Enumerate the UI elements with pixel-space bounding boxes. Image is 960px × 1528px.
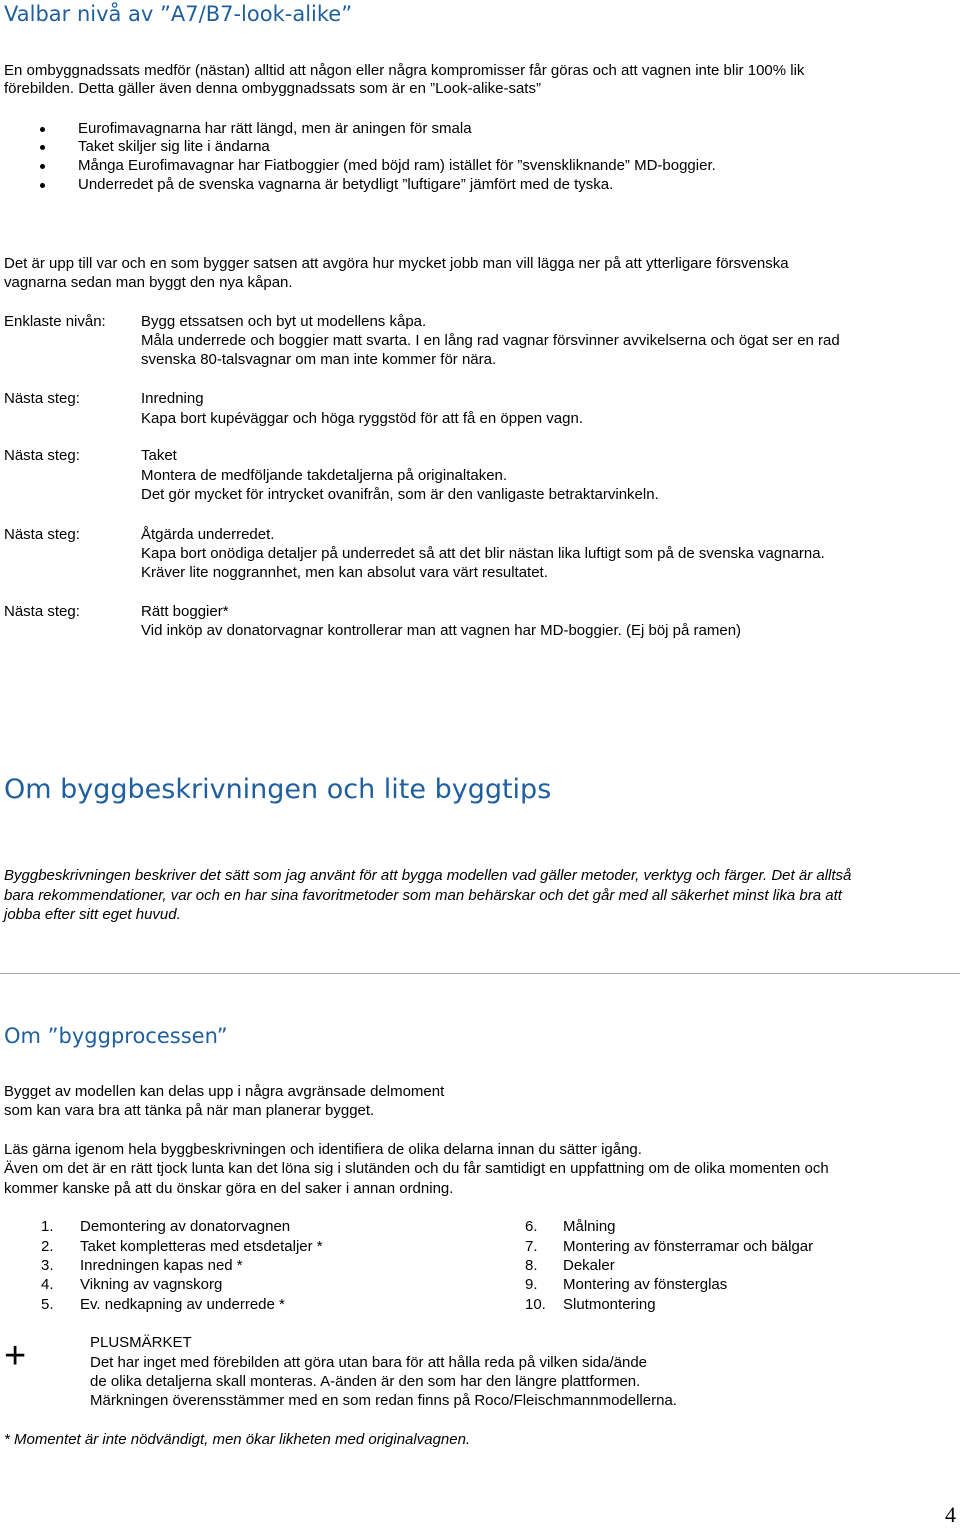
list-number: 9. <box>525 1276 538 1293</box>
plus-icon: + <box>4 1335 27 1377</box>
bullet-dot <box>40 164 45 169</box>
section-title-valbar-niva: Valbar nivå av ”A7/B7-look-alike” <box>4 2 353 26</box>
level-line: Bygg etssatsen och byt ut modellens kåpa. <box>141 313 427 330</box>
list-number: 1. <box>41 1218 54 1235</box>
level-line: Kapa bort onödiga detaljer på underredet så att det blir nästan lika luftigt som på de svenska vagnarna. <box>141 545 825 562</box>
list-number: 5. <box>41 1296 54 1313</box>
level-label: Nästa steg: <box>4 526 80 543</box>
plus-note-line: PLUSMÄRKET <box>90 1334 192 1351</box>
list-item: Ev. nedkapning av underrede * <box>80 1296 285 1313</box>
section3-para2-line: Även om det är en rätt tjock lunta kan det löna sig i slutänden och du får samtidigt en uppfattning om de olika momenten och <box>4 1160 829 1177</box>
bullet-item: Eurofimavagnarna har rätt längd, men är aningen för smala <box>78 120 472 137</box>
para2-line-2: vagnarna sedan man byggt den nya kåpan. <box>4 274 293 291</box>
section2-para-line: jobba efter sitt eget huvud. <box>4 906 181 923</box>
para2-line-1: Det är upp till var och en som bygger satsen att avgöra hur mycket jobb man vill lägga ner på att ytterligare försvenska <box>4 255 789 272</box>
list-item: Inredningen kapas ned * <box>80 1257 243 1274</box>
list-item: Målning <box>563 1218 616 1235</box>
bullet-dot <box>40 145 45 150</box>
plus-note-line: de olika detaljerna skall monteras. A-änden är den som har den längre plattformen. <box>90 1373 641 1390</box>
list-item: Vikning av vagnskorg <box>80 1276 223 1293</box>
level-line: Inredning <box>141 390 204 407</box>
list-number: 3. <box>41 1257 54 1274</box>
list-item: Montering av fönsterramar och bälgar <box>563 1238 814 1255</box>
intro-line-1: En ombyggnadssats medför (nästan) alltid att någon eller några kompromisser får göras och att vagnen inte blir 100% lik <box>4 62 805 79</box>
section3-para1-line: Bygget av modellen kan delas upp i några avgränsade delmoment <box>4 1083 445 1100</box>
level-line: Kapa bort kupéväggar och höga ryggstöd för att få en öppen vagn. <box>141 410 583 427</box>
level-label: Nästa steg: <box>4 447 80 464</box>
footnote: * Momentet är inte nödvändigt, men ökar likheten med originalvagnen. <box>4 1431 471 1448</box>
level-label: Nästa steg: <box>4 390 80 407</box>
page-number: 4 <box>945 1502 956 1527</box>
section3-para2-line: Läs gärna igenom hela byggbeskrivningen och identifiera de olika delarna innan du sätter igång. <box>4 1141 642 1158</box>
section-title-byggbeskrivning: Om byggbeskrivningen och lite byggtips <box>4 774 552 805</box>
list-number: 8. <box>525 1257 538 1274</box>
bullet-item: Underredet på de svenska vagnarna är betydligt ”luftigare” jämfört med de tyska. <box>78 176 614 193</box>
intro-line-2: förebilden. Detta gäller även denna ombyggnadssats som är en ”Look-alike-sats” <box>4 80 541 97</box>
list-number: 7. <box>525 1238 538 1255</box>
level-line: Taket <box>141 447 177 464</box>
section3-para2-line: kommer kanske på att du önskar göra en del saker i annan ordning. <box>4 1180 454 1197</box>
list-item: Slutmontering <box>563 1296 656 1313</box>
bullet-item: Taket skiljer sig lite i ändarna <box>78 138 270 155</box>
list-number: 2. <box>41 1238 54 1255</box>
section3-para1-line: som kan vara bra att tänka på när man planerar bygget. <box>4 1102 375 1119</box>
level-line: Vid inköp av donatorvagnar kontrollerar man att vagnen har MD-boggier. (Ej böj på ramen) <box>141 622 742 639</box>
divider <box>0 973 960 974</box>
level-line: Montera de medföljande takdetaljerna på originaltaken. <box>141 467 508 484</box>
level-line: Rätt boggier* <box>141 603 229 620</box>
level-line: svenska 80-talsvagnar om man inte kommer för nära. <box>141 351 497 368</box>
list-number: 4. <box>41 1276 54 1293</box>
plus-note-line: Det har inget med förebilden att göra utan bara för att hålla reda på vilken sida/ände <box>90 1354 648 1371</box>
level-line: Det gör mycket för intrycket ovanifrån, som är den vanligaste betraktarvinkeln. <box>141 486 659 503</box>
bullet-item: Många Eurofimavagnar har Fiatboggier (med böjd ram) istället för ”svenskliknande” MD-boggier. <box>78 157 716 174</box>
list-item: Demontering av donatorvagnen <box>80 1218 291 1235</box>
plus-note-line: Märkningen överensstämmer med en som redan finns på Roco/Fleischmannmodellerna. <box>90 1392 677 1409</box>
section2-para-line: bara rekommendationer, var och en har sina favoritmetoder som man behärskar och det går med all säkerhet minst lika bra att <box>4 887 842 904</box>
list-item: Dekaler <box>563 1257 615 1274</box>
level-label: Nästa steg: <box>4 603 80 620</box>
section-title-byggprocessen: Om ”byggprocessen” <box>4 1024 228 1048</box>
bullet-dot <box>40 183 45 188</box>
level-line: Måla underrede och boggier matt svarta. I en lång rad vagnar försvinner avvikelserna och ögat ser en rad <box>141 332 840 349</box>
list-item: Montering av fönsterglas <box>563 1276 728 1293</box>
section2-para-line: Byggbeskrivningen beskriver det sätt som jag använt för att bygga modellen vad gäller metoder, verktyg och färger. Det är alltså <box>4 867 852 884</box>
level-label: Enklaste nivån: <box>4 313 106 330</box>
list-number: 6. <box>525 1218 538 1235</box>
list-item: Taket kompletteras med etsdetaljer * <box>80 1238 323 1255</box>
list-number: 10. <box>525 1296 546 1313</box>
level-line: Kräver lite noggrannhet, men kan absolut vara värt resultatet. <box>141 564 548 581</box>
bullet-dot <box>40 127 45 132</box>
level-line: Åtgärda underredet. <box>141 526 275 543</box>
